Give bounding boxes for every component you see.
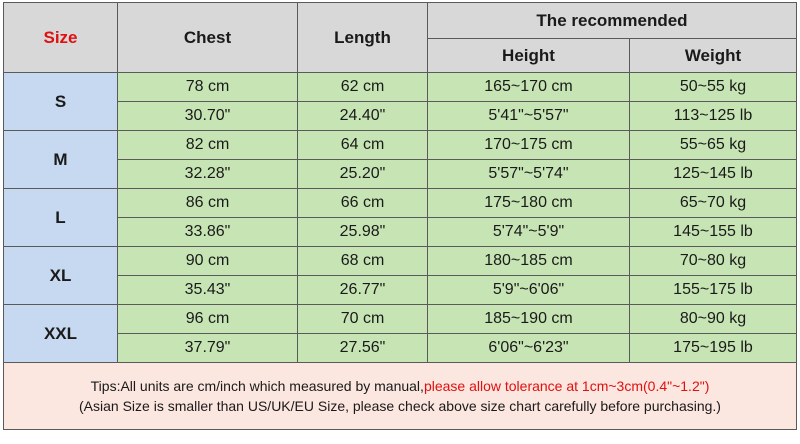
chest-inch: 33.86"	[118, 218, 298, 247]
length-inch: 26.77"	[298, 276, 428, 305]
size-label: XXL	[4, 305, 118, 363]
chest-cm: 82 cm	[118, 131, 298, 160]
table-row	[4, 189, 797, 218]
table-row	[4, 247, 797, 276]
table-row	[4, 218, 797, 247]
weight-lb: 175~195 lb	[630, 334, 797, 363]
weight-kg: 70~80 kg	[630, 247, 797, 276]
weight-lb: 125~145 lb	[630, 160, 797, 189]
table-row	[4, 131, 797, 160]
table-row	[4, 73, 797, 102]
length-inch: 25.20"	[298, 160, 428, 189]
length-cm: 62 cm	[298, 73, 428, 102]
size-label: S	[4, 73, 118, 131]
tips-line-1	[4, 376, 796, 396]
length-header: Length	[298, 3, 428, 73]
tolerance-warning: please allow tolerance at 1cm~3cm(0.4"~1.2")	[423, 378, 710, 394]
weight-kg: 80~90 kg	[630, 305, 797, 334]
chest-cm: 90 cm	[118, 247, 298, 276]
table-row	[4, 160, 797, 189]
header-row	[4, 3, 797, 39]
chest-inch: 37.79"	[118, 334, 298, 363]
weight-lb: 113~125 lb	[630, 102, 797, 131]
size-label: L	[4, 189, 118, 247]
height-cm: 170~175 cm	[428, 131, 630, 160]
weight-kg: 55~65 kg	[630, 131, 797, 160]
chest-inch: 32.28"	[118, 160, 298, 189]
size-header: Size	[4, 3, 118, 73]
length-cm: 70 cm	[298, 305, 428, 334]
tips-text: Tips:All units are cm/inch which measured by manual,	[90, 378, 424, 394]
length-cm: 66 cm	[298, 189, 428, 218]
height-cm: 165~170 cm	[428, 73, 630, 102]
tips-cell	[4, 363, 797, 430]
chest-cm: 86 cm	[118, 189, 298, 218]
chest-header: Chest	[118, 3, 298, 73]
table-row	[4, 305, 797, 334]
weight-header: Weight	[630, 39, 797, 73]
length-cm: 64 cm	[298, 131, 428, 160]
chest-cm: 96 cm	[118, 305, 298, 334]
size-chart	[3, 2, 796, 440]
weight-kg: 50~55 kg	[630, 73, 797, 102]
height-header: Height	[428, 39, 630, 73]
weight-lb: 155~175 lb	[630, 276, 797, 305]
table-row	[4, 102, 797, 131]
length-inch: 27.56"	[298, 334, 428, 363]
length-inch: 24.40"	[298, 102, 428, 131]
height-cm: 185~190 cm	[428, 305, 630, 334]
height-cm: 175~180 cm	[428, 189, 630, 218]
height-ft: 6'06"~6'23"	[428, 334, 630, 363]
size-label: M	[4, 131, 118, 189]
recommended-header: The recommended	[428, 3, 797, 39]
weight-kg: 65~70 kg	[630, 189, 797, 218]
table-row	[4, 276, 797, 305]
chest-inch: 35.43"	[118, 276, 298, 305]
chest-cm: 78 cm	[118, 73, 298, 102]
tips-line-2: (Asian Size is smaller than US/UK/EU Size, please check above size chart carefully before purchasing.)	[79, 398, 721, 414]
height-ft: 5'57"~5'74"	[428, 160, 630, 189]
height-ft: 5'41"~5'57"	[428, 102, 630, 131]
length-cm: 68 cm	[298, 247, 428, 276]
height-ft: 5'9"~6'06"	[428, 276, 630, 305]
table-row	[4, 334, 797, 363]
tips-row	[4, 363, 797, 430]
size-table	[3, 2, 797, 430]
height-ft: 5'74"~5'9"	[428, 218, 630, 247]
length-inch: 25.98"	[298, 218, 428, 247]
chest-inch: 30.70"	[118, 102, 298, 131]
weight-lb: 145~155 lb	[630, 218, 797, 247]
size-label: XL	[4, 247, 118, 305]
height-cm: 180~185 cm	[428, 247, 630, 276]
